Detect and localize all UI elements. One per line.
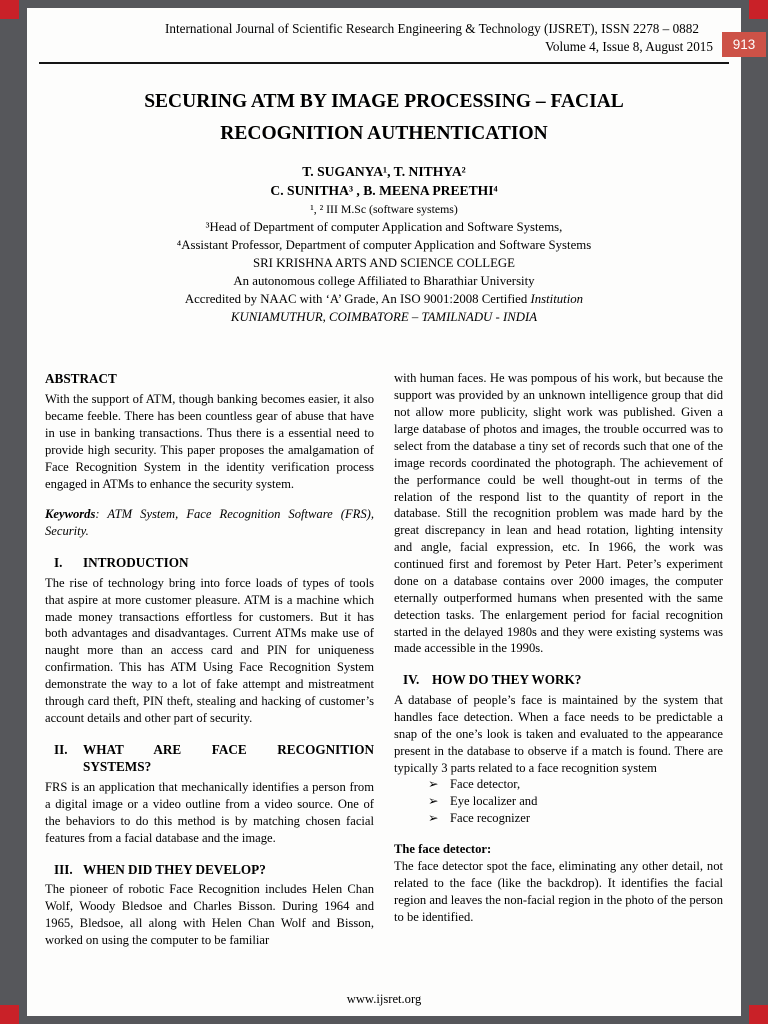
affil-college: SRI KRISHNA ARTS AND SCIENCE COLLEGE bbox=[253, 255, 515, 270]
abstract-text: With the support of ATM, though banking becomes easier, it also became feeble. There has been countless gear of abuse that have in use in banking transactions. Thus there is a essential need to provide high security. This paper proposes the amalgamation of Face Recognition System in the identity verification process engaged in ATMs to enhance the security system. bbox=[45, 392, 374, 491]
affil-hod: ³Head of Department of computer Application and Software Systems, bbox=[205, 219, 563, 234]
affiliation-block bbox=[27, 201, 741, 327]
affil-autonomous: An autonomous college Affiliated to Bharathiar University bbox=[233, 273, 535, 288]
section-number: II. bbox=[54, 741, 68, 757]
corner-marker-top-right-icon bbox=[749, 0, 768, 19]
section-title: HOW DO THEY WORK? bbox=[432, 672, 582, 688]
affil-accreditation-text: Accredited by NAAC with ‘A’ Grade, An ISO 9001:2008 Certified bbox=[184, 292, 531, 307]
introduction-text: The rise of technology bring into force loads of types of tools that aspire at more customer pleasure. ATM is a machine which made money transactions effortless for customers. But it has both advantages and disadvantages. Current ATMs make use of naught more than an access card and PIN for uniqueness confirmation. This has ATM Using Face Recognition System demonstrate the way to a lot of fake attempt and mistreatment through card theft, PIN theft, stealing and hacking of customer’s account details and other part of security. bbox=[45, 575, 374, 725]
paper-page bbox=[27, 8, 756, 1016]
face-detector-subheading: The face detector: bbox=[394, 842, 492, 856]
list-item bbox=[394, 776, 723, 793]
section-number: I. bbox=[54, 555, 63, 571]
section-heading-introduction bbox=[45, 554, 374, 572]
corner-marker-top-left-icon bbox=[0, 0, 19, 19]
corner-marker-bottom-left-icon bbox=[0, 1005, 19, 1024]
keywords-text: : ATM System, Face Recognition Software (FRS), Security. bbox=[45, 507, 374, 539]
affil-accreditation-italic: Institution bbox=[530, 292, 584, 307]
affil-accreditation bbox=[27, 290, 741, 308]
section-number: III. bbox=[54, 861, 73, 877]
right-column bbox=[394, 370, 723, 948]
journal-header bbox=[39, 8, 729, 64]
arrow-bullet-icon: ➢ bbox=[428, 811, 439, 826]
affil-assistant-professor: ⁴Assistant Professor, Department of computer Application and Software Systems bbox=[176, 237, 592, 252]
list-item bbox=[394, 810, 723, 827]
when-develop-text: The pioneer of robotic Face Recognition includes Helen Chan Wolf, Woody Bledsoe and Charles Bisson. During 1964 and 1965, Bledsoe, all along with Helen Chan Wolf and Bisson, worked on using the computer to be familiar bbox=[45, 882, 374, 947]
how-work-text: A database of people’s face is maintained by the system that handles face detection. When a face needs to be predictable a snap of the one’s look is taken and evaluated to the appearance present in the database to observe if a match is found. There are typically 3 parts related to a face recognition system bbox=[394, 693, 723, 775]
keywords-label: Keywords bbox=[45, 507, 96, 522]
bullet-text: Face detector, bbox=[450, 777, 521, 792]
section-title: WHEN DID THEY DEVELOP? bbox=[83, 861, 266, 877]
paper-title bbox=[27, 86, 741, 149]
section-heading-when-develop bbox=[45, 861, 374, 879]
paper-title-line2: RECOGNITION AUTHENTICATION bbox=[220, 122, 548, 144]
affil-degree: ¹, ² III M.Sc (software systems) bbox=[310, 201, 458, 216]
list-item bbox=[394, 793, 723, 810]
affil-location: KUNIAMUTHUR, COIMBATORE – TAMILNADU - INDIA bbox=[230, 310, 538, 325]
abstract-heading: ABSTRACT bbox=[45, 371, 117, 387]
section-title: WHAT ARE FACE RECOGNITION SYSTEMS? bbox=[83, 741, 374, 775]
arrow-bullet-icon: ➢ bbox=[428, 794, 439, 809]
bullet-text: Face recognizer bbox=[450, 811, 531, 826]
authors-line1: T. SUGANYA¹, T. NITHYA² bbox=[302, 164, 466, 180]
section-number: IV. bbox=[403, 672, 420, 688]
corner-marker-bottom-right-icon bbox=[749, 1005, 768, 1024]
section-title: INTRODUCTION bbox=[83, 555, 189, 571]
what-are-frs-text: FRS is an application that mechanically identifies a person from a digital image or a video outline from a video source. One of the behaviors to do this method is by matching chosen facial features from a facial database and the image. bbox=[45, 780, 374, 845]
arrow-bullet-icon: ➢ bbox=[428, 777, 439, 792]
section-heading-how-work bbox=[394, 671, 723, 689]
authors-block bbox=[27, 162, 741, 201]
journal-name-line: International Journal of Scientific Research Engineering & Technology (IJSRET), ISSN 2278 – 0882 bbox=[165, 21, 699, 36]
page-number-badge: 913 bbox=[722, 32, 766, 57]
face-detector-text: The face detector spot the face, eliminating any other detail, not related to the face (like the backdrop). It identifies the facial region and leaves the non-facial region in the photo of the person to be identified. bbox=[394, 858, 723, 924]
authors-line2: C. SUNITHA³ , B. MEENA PREETHI⁴ bbox=[270, 183, 498, 199]
left-column bbox=[45, 370, 374, 948]
footer-url: www.ijsret.org bbox=[346, 992, 422, 1006]
body-columns bbox=[45, 370, 723, 948]
paper-title-line1: SECURING ATM BY IMAGE PROCESSING – FACIAL bbox=[144, 91, 624, 112]
bullet-text: Eye localizer and bbox=[450, 794, 538, 809]
section-heading-what-are-frs bbox=[45, 741, 374, 776]
keywords-line bbox=[45, 506, 374, 540]
continuation-text: with human faces. He was pompous of his work, but because the support was provided by an unknown intelligence group that did not allow more publicity, slight work was published. Given a large database of photos and images, the trouble occurred was to select from the database a tiny set of records such that one of the image records coordinated the photograph. The achievement of the performance could be well thought-out in terms of the relation of the respond list to the quantity of report in the database. Still the recognition problem was made hard by the great discrepancy in lean and head rotation, lighting intensity and angle, facial expression, etc. In 1966, the work was continued first and foremost by Peter Hart. Peter’s experiment done on a database contains over 2000 images, the computer eternally outperformed humans when presented with the same detection tasks. The enlargement period for facial recognition started in the delayed 1980s and they were existing systems was made accessible in the 1990s. bbox=[394, 371, 723, 656]
issue-info-line: Volume 4, Issue 8, August 2015 bbox=[545, 39, 713, 54]
